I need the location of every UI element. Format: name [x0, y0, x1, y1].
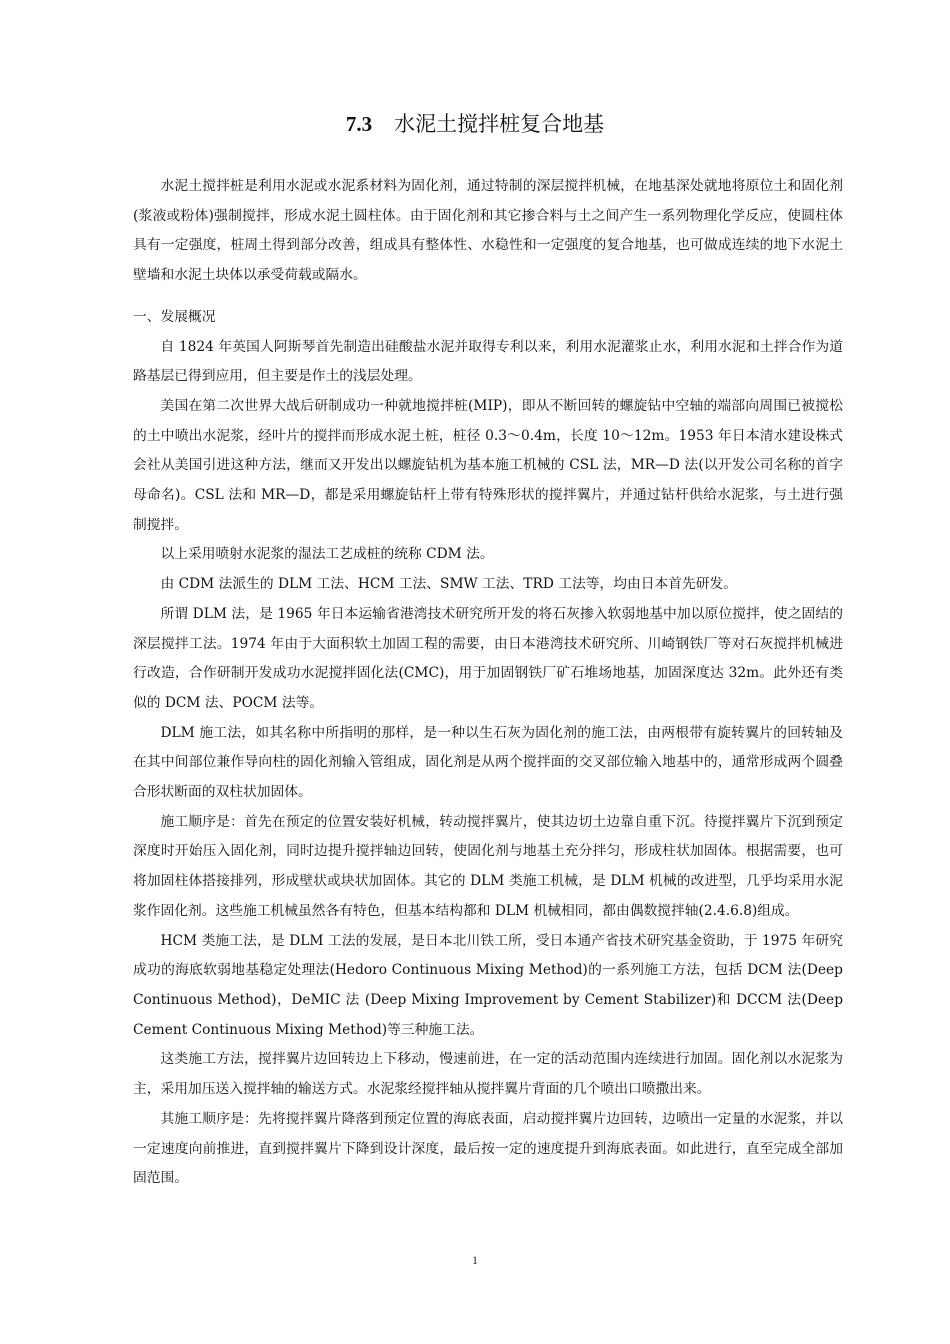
section-number: 7.3 — [345, 112, 373, 136]
body-paragraph: 自 1824 年英国人阿斯琴首先制造出硅酸盐水泥并取得专利以来，利用水泥灌浆止水，利用水泥和土拌合作为道路基层已得到应用，但主要是作土的浅层处理。 — [133, 338, 843, 385]
body-paragraph: 美国在第二次世界大战后研制成功一种就地搅拌桩(MIP)，即从不断回转的螺旋钻中空轴的端部向周围已被搅松的土中喷出水泥浆，经叶片的搅拌而形成水泥土桩，桩径 0.3～0.4m，长度 10～12m。1953 年日本清水建设株式会社从美国引进这种方法，继而又开发出以螺旋钻机为基本施工机械的 CSL 法，MR—D 法(以开发公司名称的首字母命名)。CSL 法和 MR—D，都是采用螺旋钻杆上带有特殊形状的搅拌翼片，并通过钻杆供给水泥浆，与土进行强制搅拌。 — [133, 397, 843, 533]
body-paragraph: 由 CDM 法派生的 DLM 工法、HCM 工法、SMW 工法、TRD 工法等，均由日本首先研发。 — [160, 576, 737, 593]
section-title — [0, 108, 950, 140]
section-heading: 一、发展概况 — [133, 308, 216, 325]
body-paragraph: 以上采用喷射水泥浆的湿法工艺成桩的统称 CDM 法。 — [160, 546, 494, 563]
section-title-text: 水泥土搅拌桩复合地基 — [394, 112, 605, 136]
intro-paragraph: 水泥土搅拌桩是利用水泥或水泥系材料为固化剂，通过特制的深层搅拌机械，在地基深处就地将原位土和固化剂(浆液或粉体)强制搅拌，形成水泥土圆柱体。由于固化剂和其它掺合料与土之间产生一系列物理化学反应，使圆柱体具有一定强度，桩周土得到部分改善，组成具有整体性、水稳性和一定强度的复合地基，也可做成连续的地下水泥土壁墙和水泥土块体以承受荷载或隔水。 — [133, 178, 843, 284]
body-paragraph: HCM 类施工法，是 DLM 工法的发展，是日本北川铁工所，受日本通产省技术研究基金资助，于 1975 年研究成功的海底软弱地基稳定处理法(Hedoro Continuous Mixing Method)的一系列施工方法，包括 DCM 法(Deep Continuous Method)，DeMIC 法 (Deep Mixing Improvement by Cement Stabilizer)和 DCCM 法(Deep Cement Continuous Mixing Method)等三种施工法。 — [133, 932, 843, 1038]
body-paragraph: 其施工顺序是：先将搅拌翼片降落到预定位置的海底表面，启动搅拌翼片边回转，边喷出一定量的水泥浆，并以一定速度向前推进，直到搅拌翼片下降到设计深度，最后按一定的速度提升到海底表面。如此进行，直至完成全部加固范围。 — [133, 1110, 843, 1187]
body-paragraph: 施工顺序是：首先在预定的位置安装好机械，转动搅拌翼片，使其边切土边靠自重下沉。待搅拌翼片下沉到预定深度时开始压入固化剂，同时边提升搅拌轴边回转，使固化剂与地基土充分拌匀，形成柱状加固体。根据需要，也可将加固柱体搭接排列，形成壁状或块状加固体。其它的 DLM 类施工机械，是 DLM 机械的改进型，几乎均采用水泥浆作固化剂。这些施工机械虽然各有特色，但基本结构都和 DLM 机械相同，都由偶数搅拌轴(2.4.6.8)组成。 — [133, 813, 843, 919]
document-body — [133, 172, 843, 1194]
body-paragraph: 所谓 DLM 法，是 1965 年日本运输省港湾技术研究所开发的将石灰掺入软弱地基中加以原位搅拌，使之固结的深层搅拌工法。1974 年由于大面积软土加固工程的需要，由日本港湾技术研究所、川崎钢铁厂等对石灰搅拌机械进行改造，合作研制开发成功水泥搅拌固化法(CMC)，用于加固钢铁厂矿石堆场地基，加固深度达 32m。此外还有类似的 DCM 法、POCM 法等。 — [133, 605, 843, 711]
page-number: 1 — [472, 1253, 478, 1267]
body-paragraph: 这类施工方法，搅拌翼片边回转边上下移动，慢速前进，在一定的活动范围内连续进行加固。固化剂以水泥浆为主，采用加压送入搅拌轴的输送方式。水泥浆经搅拌轴从搅拌翼片背面的几个喷出口喷撒出来。 — [133, 1051, 843, 1098]
body-paragraph: DLM 施工法，如其名称中所指明的那样，是一种以生石灰为固化剂的施工法，由两根带有旋转翼片的回转轴及在其中间部位兼作导向柱的固化剂输入管组成，固化剂是从两个搅拌面的交叉部位输入地基中的，通常形成两个圆叠合形状断面的双柱状加固体。 — [133, 724, 843, 801]
